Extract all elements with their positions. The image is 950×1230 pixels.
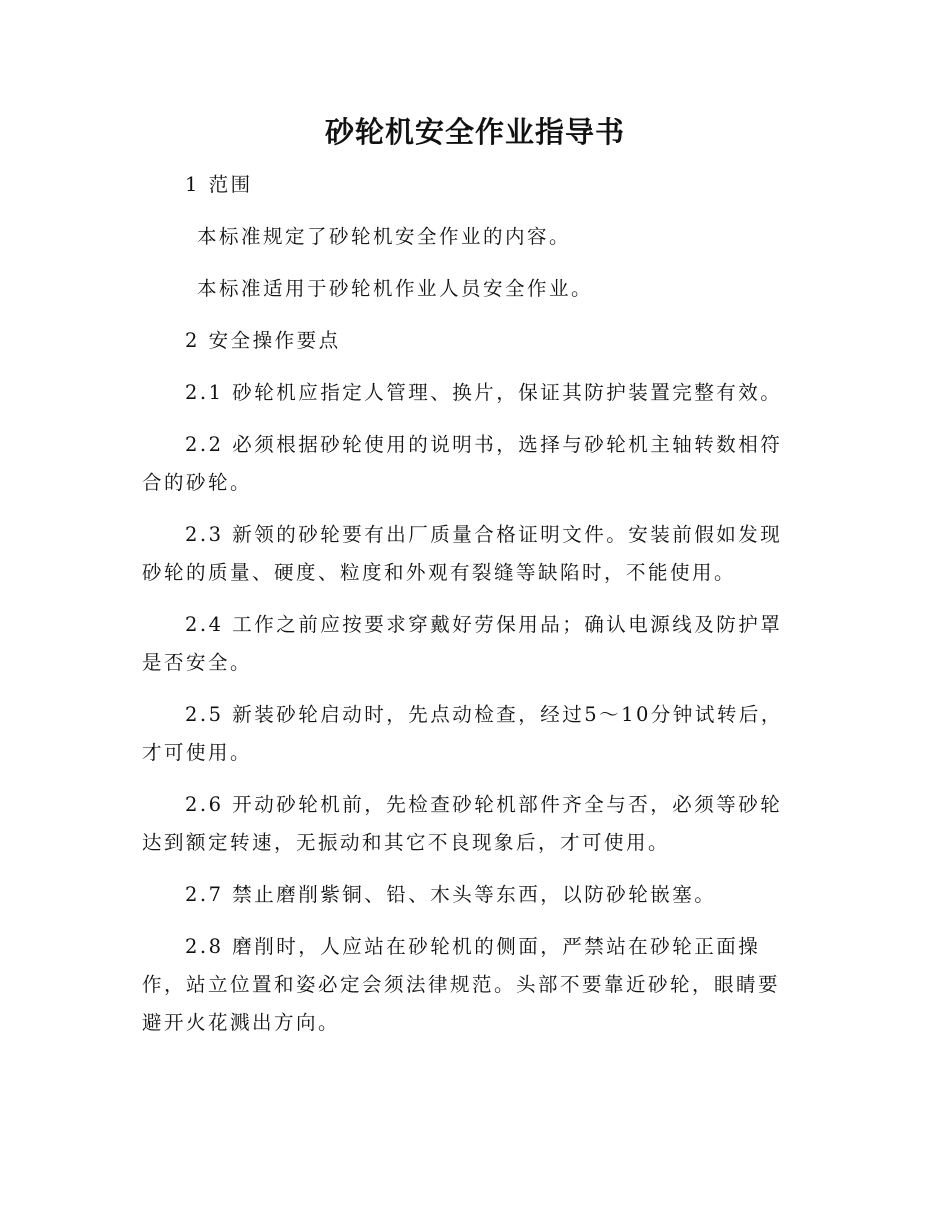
paragraph-2-2: 2.2 必须根据砂轮使用的说明书，选择与砂轮机主轴转数相符合的砂轮。	[142, 433, 783, 494]
paragraph-2-6: 2.6 开动砂轮机前，先检查砂轮机部件齐全与否，必须等砂轮达到额定转速，无振动和其它不良现象后，才可使用。	[142, 793, 783, 854]
document-body	[142, 166, 797, 1042]
paragraph-2-5: 2.5 新装砂轮启动时，先点动检查，经过5～10分钟试转后，才可使用。	[142, 703, 783, 764]
paragraph-2-1: 2.1 砂轮机应指定人管理、换片，保证其防护装置完整有效。	[185, 381, 783, 404]
document-title: 砂轮机安全作业指导书	[324, 115, 625, 149]
section-heading-safety-points: 2 安全操作要点	[185, 329, 341, 352]
paragraph-2-3: 2.3 新领的砂轮要有出厂质量合格证明文件。安装前假如发现砂轮的质量、硬度、粒度和外观有裂缝等缺陷时，不能使用。	[142, 523, 783, 584]
paragraph-scope-content: 本标准规定了砂轮机安全作业的内容。	[197, 225, 572, 248]
paragraph-2-4: 2.4 工作之前应按要求穿戴好劳保用品；确认电源线及防护罩是否安全。	[142, 613, 783, 674]
paragraph-2-8: 2.8 磨削时，人应站在砂轮机的侧面，严禁站在砂轮正面操作，站立位置和姿必定会须法律规范。头部不要靠近砂轮，眼睛要避开火花溅出方向。	[142, 935, 781, 1034]
section-heading-scope: 1 范围	[185, 173, 253, 196]
paragraph-2-7: 2.7 禁止磨削紫铜、铅、木头等东西，以防砂轮嵌塞。	[185, 883, 717, 906]
paragraph-scope-applicability: 本标准适用于砂轮机作业人员安全作业。	[197, 277, 594, 300]
